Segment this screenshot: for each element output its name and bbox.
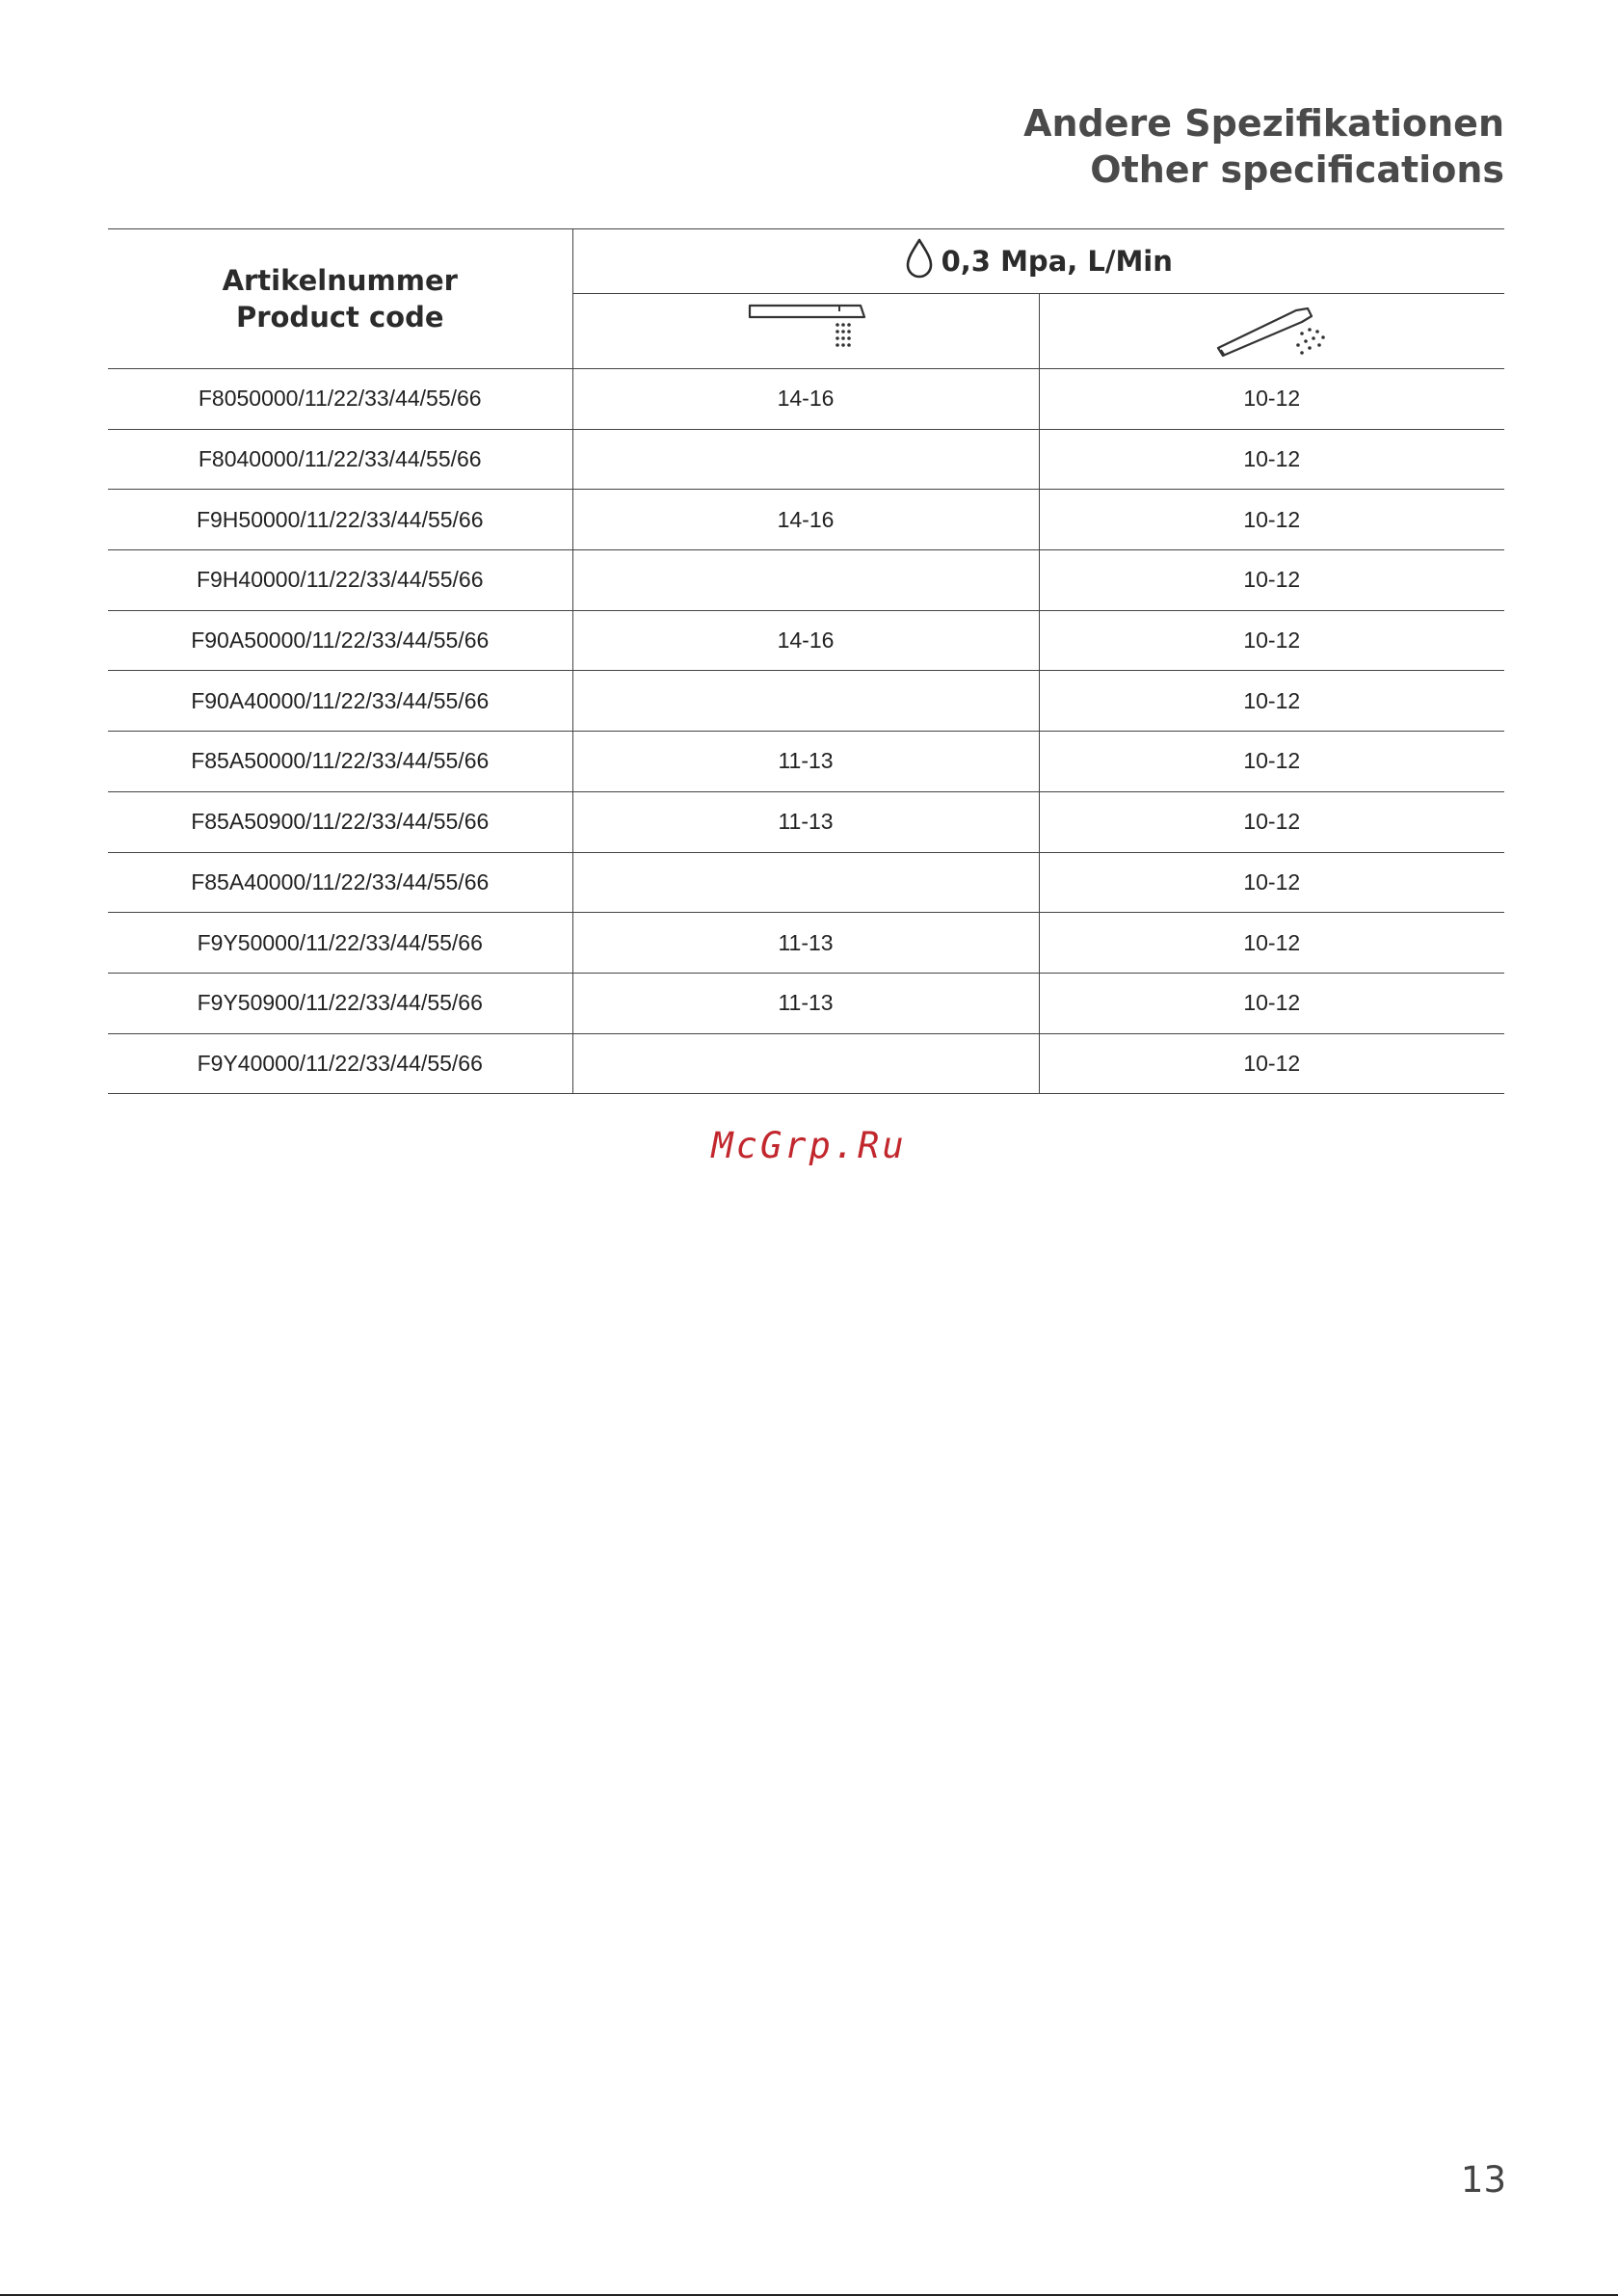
hand-flow-cell: 10-12 [1039,610,1504,671]
table-row [108,610,1504,671]
overhead-shower-header [572,294,1039,369]
table-row [108,973,1504,1033]
heading-line-en: Other specifications [1090,148,1504,191]
overhead-flow-cell: 11-13 [572,732,1039,792]
pressure-header [572,229,1504,294]
pressure-label: 0,3 Mpa, L/Min [941,245,1173,278]
product-code-cell: F85A40000/11/22/33/44/55/66 [108,852,572,913]
table-row [108,550,1504,611]
overhead-flow-cell: 11-13 [572,791,1039,852]
product-code-cell: F9Y40000/11/22/33/44/55/66 [108,1033,572,1094]
hand-flow-cell: 10-12 [1039,550,1504,611]
overhead-flow-cell [572,1033,1039,1094]
hand-flow-cell: 10-12 [1039,852,1504,913]
table-row [108,913,1504,974]
watermark: McGrp.Ru [711,1125,907,1166]
overhead-flow-cell [572,852,1039,913]
overhead-shower-icon [743,347,868,363]
product-code-cell: F9Y50000/11/22/33/44/55/66 [108,913,572,974]
table-row [108,732,1504,792]
overhead-flow-cell: 11-13 [572,913,1039,974]
hand-flow-cell: 10-12 [1039,1033,1504,1094]
hand-flow-cell: 10-12 [1039,913,1504,974]
overhead-flow-cell [572,671,1039,732]
hand-flow-cell: 10-12 [1039,671,1504,732]
water-drop-icon [905,237,934,286]
product-code-cell: F90A40000/11/22/33/44/55/66 [108,671,572,732]
table-row [108,429,1504,490]
hand-flow-cell: 10-12 [1039,973,1504,1033]
overhead-flow-cell [572,550,1039,611]
table-row [108,671,1504,732]
table-row [108,852,1504,913]
product-code-cell: F8050000/11/22/33/44/55/66 [108,369,572,430]
hand-flow-cell: 10-12 [1039,369,1504,430]
hand-flow-cell: 10-12 [1039,490,1504,550]
table-row [108,490,1504,550]
hand-flow-cell: 10-12 [1039,791,1504,852]
product-code-header [108,229,572,369]
product-code-cell: F85A50900/11/22/33/44/55/66 [108,791,572,852]
specifications-table [108,228,1504,1094]
table-row [108,1033,1504,1094]
product-code-cell: F85A50000/11/22/33/44/55/66 [108,732,572,792]
product-code-label-de: Artikelnummer [222,264,458,297]
heading-line-de: Andere Spezifikationen [1023,102,1504,145]
overhead-flow-cell [572,429,1039,490]
product-code-cell: F8040000/11/22/33/44/55/66 [108,429,572,490]
overhead-flow-cell: 14-16 [572,490,1039,550]
overhead-flow-cell: 11-13 [572,973,1039,1033]
page-number: 13 [1460,2159,1506,2201]
product-code-cell: F90A50000/11/22/33/44/55/66 [108,610,572,671]
hand-shower-icon [1209,350,1335,366]
table-row [108,791,1504,852]
product-code-cell: F9Y50900/11/22/33/44/55/66 [108,973,572,1033]
page-heading [1023,100,1504,193]
product-code-cell: F9H50000/11/22/33/44/55/66 [108,490,572,550]
overhead-flow-cell: 14-16 [572,369,1039,430]
hand-flow-cell: 10-12 [1039,429,1504,490]
table-row [108,369,1504,430]
hand-shower-header [1039,294,1504,369]
hand-flow-cell: 10-12 [1039,732,1504,792]
overhead-flow-cell: 14-16 [572,610,1039,671]
product-code-cell: F9H40000/11/22/33/44/55/66 [108,550,572,611]
product-code-label-en: Product code [235,301,444,334]
table-header-row [108,229,1504,294]
